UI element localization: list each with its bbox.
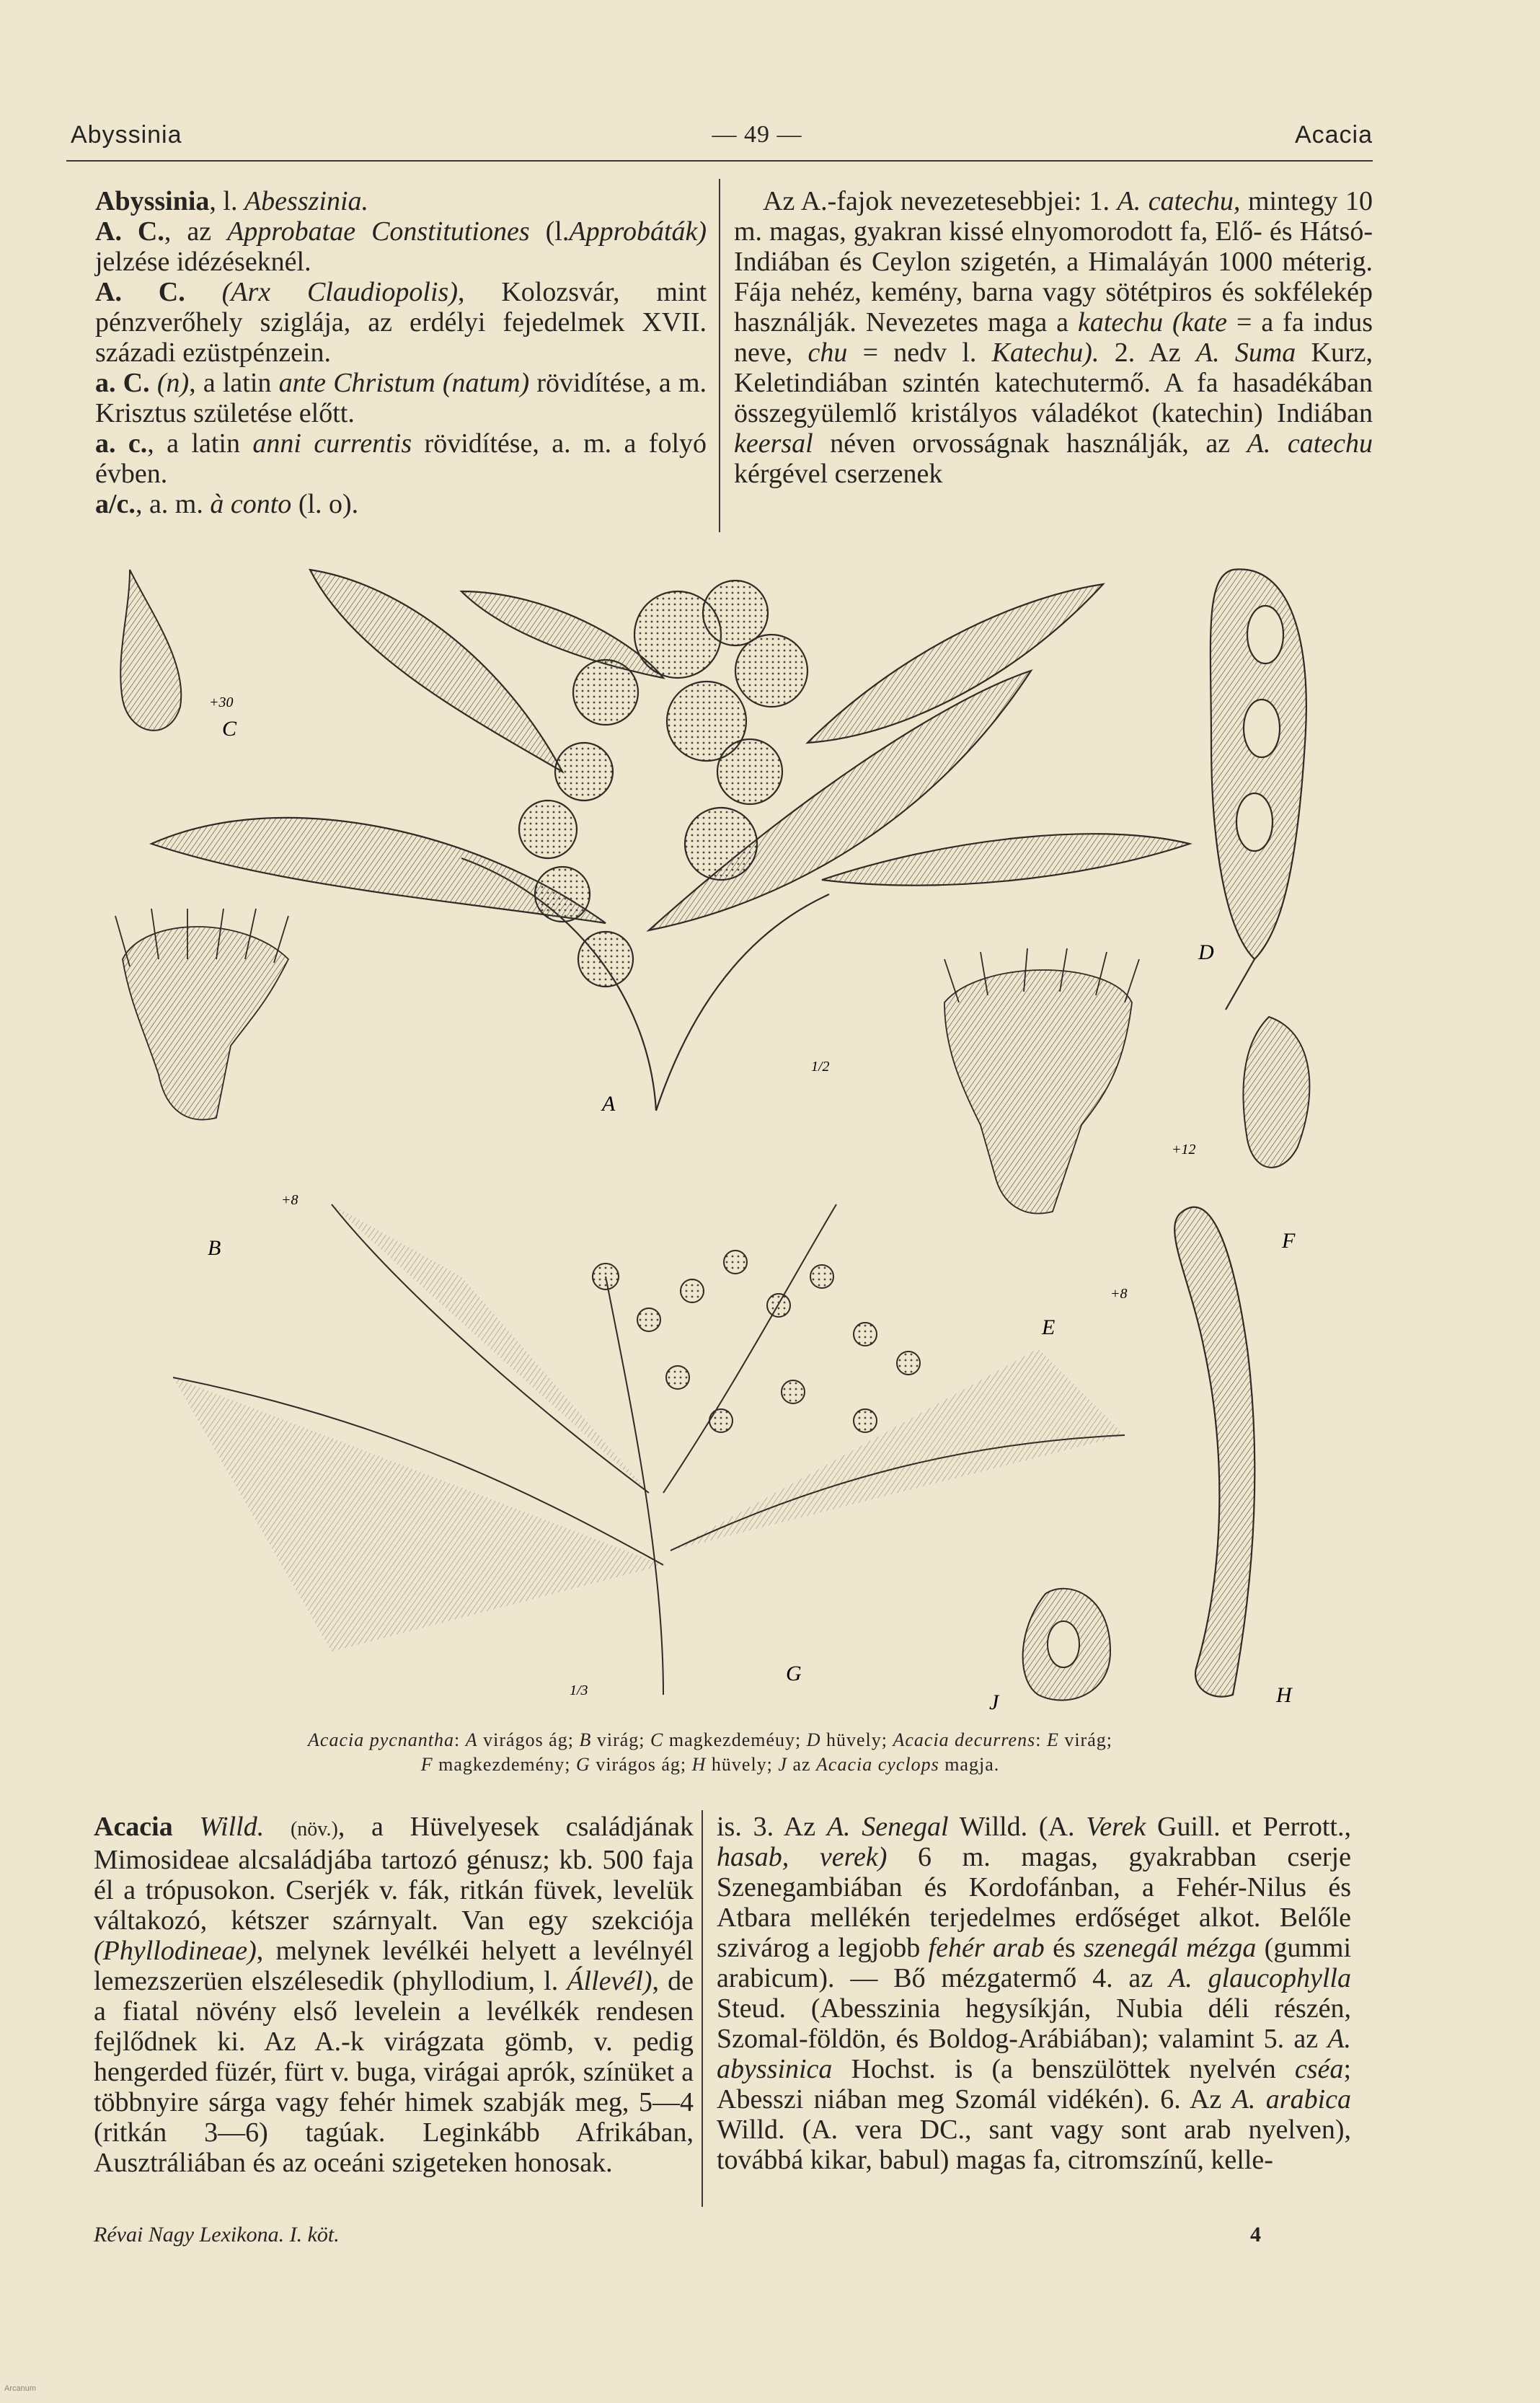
plate-label-f: F	[1282, 1229, 1296, 1253]
scale-c: +30	[209, 695, 234, 710]
caption-line-2: F magkezdemény; G virágos ág; H hüvely; J az Acacia cyclops magja.	[420, 1754, 1000, 1775]
figure-d-pod	[1211, 569, 1306, 1010]
figure-e-flower	[944, 948, 1139, 1214]
running-head-left: Abyssinia	[71, 121, 182, 149]
plate-label-b: B	[208, 1236, 221, 1260]
footer-publication: Révai Nagy Lexikona. I. köt.	[94, 2223, 340, 2247]
plate-caption	[115, 1728, 1305, 1777]
figure-j-seed	[1023, 1589, 1110, 1701]
scale-g: 1/3	[570, 1683, 588, 1698]
plate-label-j: J	[989, 1690, 999, 1714]
archive-stamp: Arcanum	[4, 2384, 37, 2393]
botanical-plate	[101, 555, 1391, 1724]
entry-item: Abyssinia, l. Abesszinia.	[95, 186, 369, 216]
plate-label-e: E	[1042, 1315, 1056, 1339]
plate-label-h: H	[1276, 1683, 1292, 1707]
entry-text: Acacia Willd. (növ.), a Hüvelyesek családjának Mimosideae alcsaládjába tartozó génusz; kb. 500 faja él a trópusokon. Cserjék v. fák, ritkán füvek, levelük váltakozó, kétszer szárnyalt. Van egy szekciója (Phyllodineae), melynek levélkéi helyett a levélnyél lemezszerüen elszélesedik (phyllodium, l. Állevél), de a fiatal növény első levelein a levélkék rendesen fejlődnek ki. Az A.-k virágzata gömb, v. pedig hengerded füzér, fürt v. buga, virágai aprók, színüket a többnyire sárga vagy fehér himek szabják meg, 5—4 (ritkán 3—6) tagúak. Leginkább Afrikában, Ausztráliában és az oceáni szigeteken honosak.	[94, 1812, 694, 2178]
plate-label-c: C	[222, 717, 237, 741]
entry-item: a. c., a latin anni currentis rövidítése, a. m. a folyó évben.	[95, 428, 707, 489]
entry-acacia-continued	[717, 1812, 1351, 2175]
entry-item: a/c., a. m. à conto (l. o).	[95, 489, 359, 519]
scale-b: +8	[281, 1192, 298, 1208]
entry-item: A. C., az Approbatae Constitutiones (l.Approbáták) jelzése idézéseknél.	[95, 216, 707, 277]
figure-g-flowering-branch	[173, 1204, 1125, 1695]
entry-item: a. C. (n), a latin ante Christum (natum) rövidítése, a m. Krisztus születése előtt.	[95, 368, 707, 428]
caption-line-1: Acacia pycnantha: A virágos ág; B virág; C magkezdeméuy; D hüvely; Acacia decurrens: E virág;	[308, 1729, 1112, 1750]
entry-acacia	[94, 1812, 694, 2178]
entry-item: A. C. (Arx Claudiopolis), Kolozsvár, mint pénzverőhely sziglája, az erdélyi fejedelmek XVII. századi ezüstpénzein.	[95, 277, 707, 368]
entries-top-left	[95, 186, 707, 519]
acacia-illustration	[101, 555, 1391, 1724]
scale-e: +8	[1110, 1286, 1128, 1302]
footer-signature: 4	[1250, 2223, 1261, 2247]
figure-b-flower	[115, 909, 288, 1120]
plate-label-a: A	[602, 1092, 616, 1116]
entry-continuation-top-right	[734, 186, 1373, 489]
figure-c-ovule	[120, 570, 181, 731]
column-divider-top	[719, 179, 720, 532]
scale-a: 1/2	[811, 1059, 830, 1075]
entry-text: Az A.-fajok nevezetesebbjei: 1. A. catechu, mintegy 10 m. magas, gyakran kissé elnyomorodott fa, Elő- és Hátsó-Indiában és Ceylon szigetén, a Himaláyán 1000 méterig. Fája nehéz, kemény, barna vagy sötétpiros és sokfélekép használják. Nevezetes maga a katechu (kate = a fa indus neve, chu = nedv l. Katechu). 2. Az A. Suma Kurz, Keletindiában szintén katechutermő. A fa hasadékában összegyülemlő kristályos váladékot (katechin) Indiában keersal néven orvosságnak használják, az A. catechu kérgével cserzenek	[734, 186, 1373, 489]
plate-label-g: G	[786, 1662, 802, 1685]
header-rule	[66, 160, 1373, 162]
scale-f: +12	[1172, 1142, 1196, 1158]
figure-h-pod	[1174, 1207, 1254, 1697]
figure-f-ovule	[1243, 1017, 1309, 1168]
plate-label-d: D	[1198, 940, 1214, 964]
page-number: — 49 —	[712, 121, 802, 148]
column-divider-bottom	[702, 1810, 703, 2207]
running-head-right: Acacia	[1294, 121, 1373, 149]
entry-text: is. 3. Az A. Senegal Willd. (A. Verek Guill. et Perrott., hasab, verek) 6 m. magas, gyakrabban cserje Szenegambiában és Kordofánban, a Fehér-Nilus és Atbara mellékén terjedelmes erdőséget alkot. Belőle szivárog a legjobb fehér arab és szenegál mézga (gummi arabicum). — Bő mézgatermő 4. az A. glaucophylla Steud. (Abesszinia hegysíkján, Nubia déli részén, Szomal-földön, és Boldog-Arábiában); valamint 5. az A. abyssinica Hochst. is (a benszülöttek nyelvén cséa; Abesszi niában meg Szomál vidékén). 6. Az A. arabica Willd. (A. vera DC., sant vagy sont arab nyelven), továbbá kikar, babul) magas fa, citromszínű, kelle-	[717, 1812, 1352, 2175]
